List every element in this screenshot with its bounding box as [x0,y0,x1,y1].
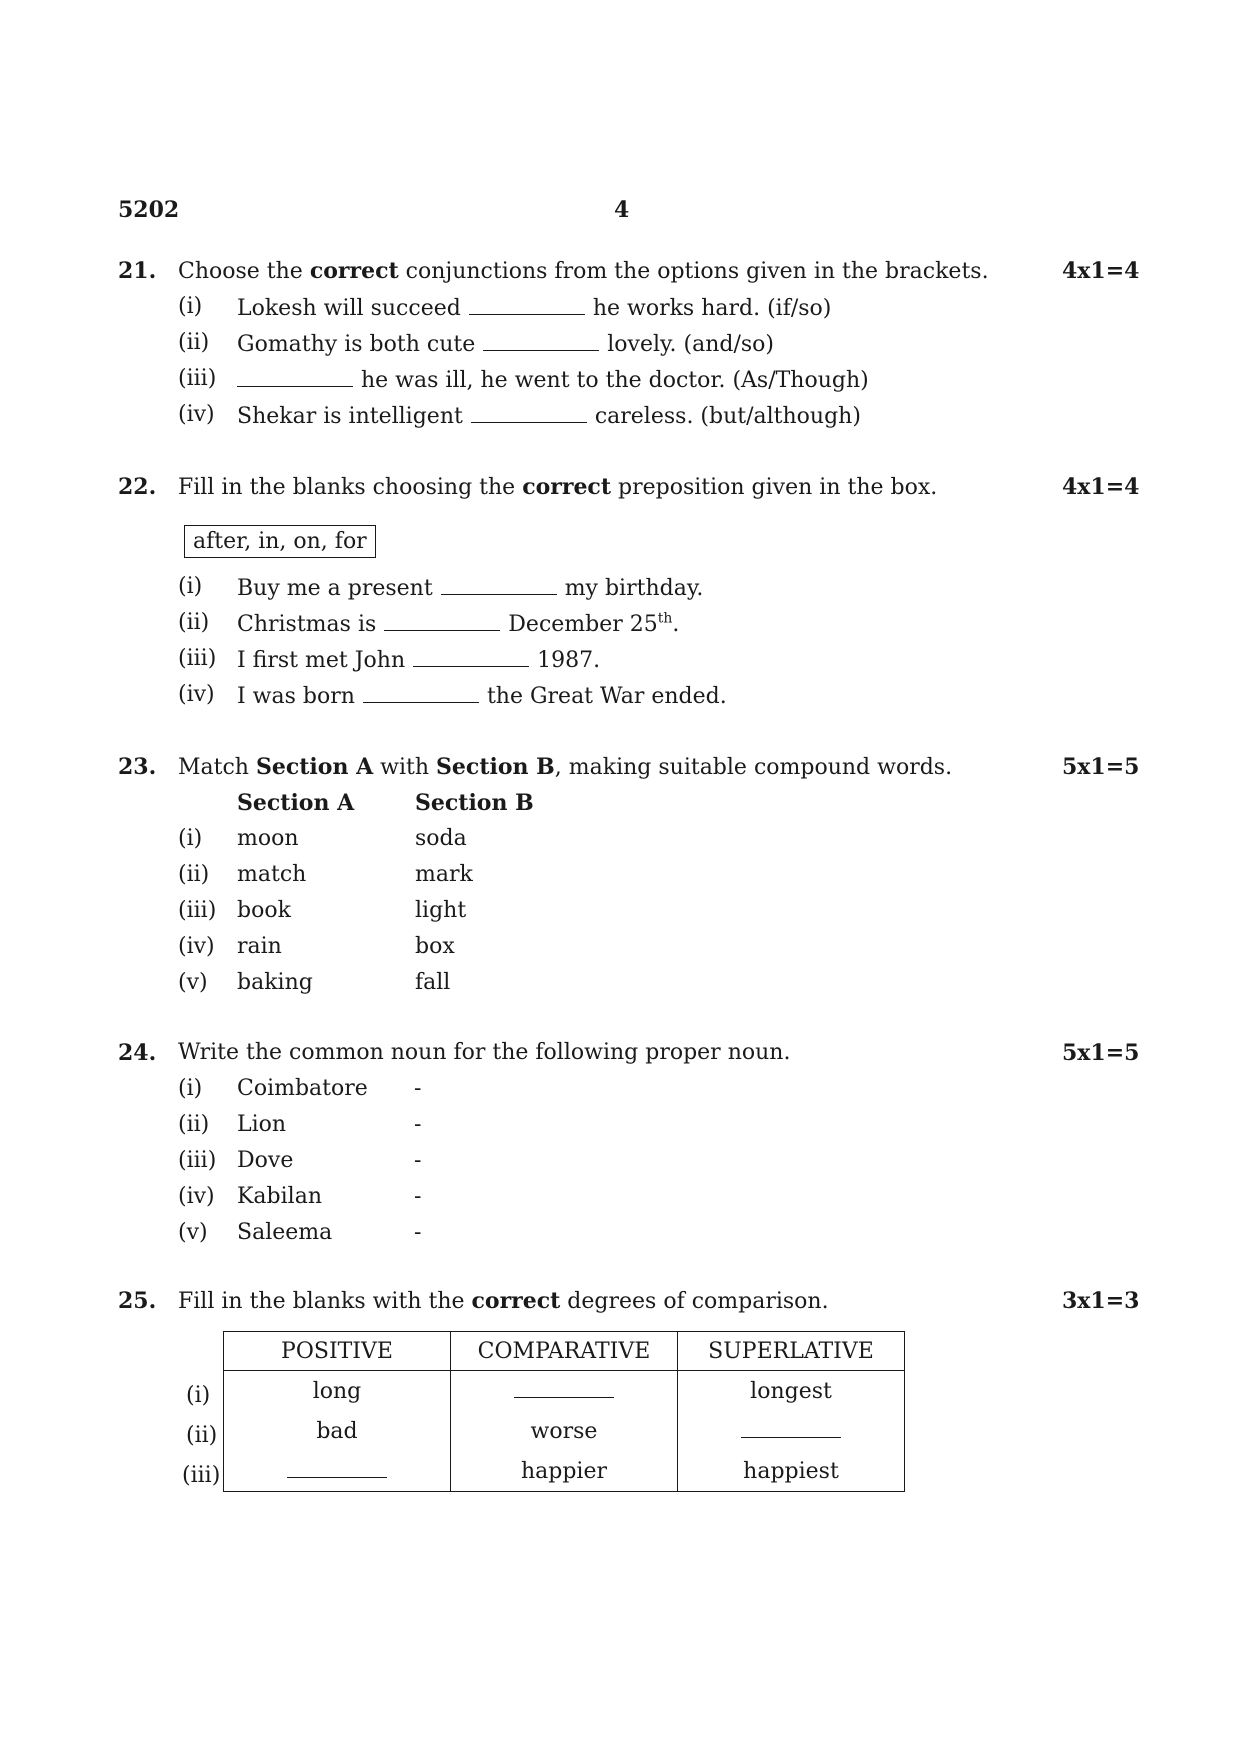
q24-row-roman: (ii) [178,1112,210,1137]
q21-item-roman: (iv) [178,402,215,427]
q22-item-4: I was born the Great War ended. [237,684,727,709]
table-cell: bad [224,1411,451,1451]
question-number-23: 23. [118,754,157,780]
paper-code: 5202 [118,197,180,223]
q22-item-roman: (ii) [178,610,210,635]
table-row [224,1411,905,1451]
q21-item-1: Lokesh will succeed he works hard. (if/so) [237,296,832,321]
q24-row-roman: (iv) [178,1184,215,1209]
question-24-marks: 5x1=5 [1062,1040,1140,1066]
question-number-22: 22. [118,474,157,500]
answer-dash: - [414,1076,422,1101]
proper-noun: Saleema [237,1220,333,1245]
q23-row-roman: (iv) [178,934,215,959]
question-21-text: Choose the correct conjunctions from the options given in the brackets. [178,258,989,284]
question-25-text: Fill in the blanks with the correct degrees of comparison. [178,1288,829,1314]
q25-row-roman: (ii) [186,1423,218,1448]
proper-noun: Kabilan [237,1184,322,1209]
table-row [224,1371,905,1412]
question-number-25: 25. [118,1288,157,1314]
q22-item-2: Christmas is December 25th. [237,610,680,637]
table-cell: happier [451,1451,678,1492]
answer-blank[interactable] [483,330,599,351]
q23-row-roman: (v) [178,970,208,995]
answer-blank[interactable] [237,366,353,387]
q24-row-roman: (i) [178,1076,203,1101]
section-b-heading: Section B [415,790,534,816]
table-cell-blank[interactable] [224,1451,451,1492]
question-22-text: Fill in the blanks choosing the correct preposition given in the box. [178,474,938,500]
question-22-marks: 4x1=4 [1062,474,1140,500]
section-a-word: rain [237,934,282,959]
q21-item-roman: (i) [178,294,203,319]
q23-row-roman: (iii) [178,898,217,923]
question-25-marks: 3x1=3 [1062,1288,1140,1314]
q21-item-4: Shekar is intelligent careless. (but/although) [237,404,861,429]
proper-noun: Dove [237,1148,294,1173]
section-a-word: book [237,898,291,923]
q21-item-roman: (ii) [178,330,210,355]
answer-blank[interactable] [413,646,529,667]
answer-blank[interactable] [471,402,587,423]
q21-item-2: Gomathy is both cute lovely. (and/so) [237,332,774,357]
answer-blank[interactable] [384,610,500,631]
table-cell: worse [451,1411,678,1451]
header-positive: POSITIVE [224,1332,451,1371]
table-cell: long [224,1371,451,1412]
table-row [224,1451,905,1492]
answer-blank[interactable] [363,682,479,703]
question-23-text: Match Section A with Section B, making suitable compound words. [178,754,953,780]
section-b-word: light [415,898,467,923]
question-number-24: 24. [118,1040,157,1066]
proper-noun: Lion [237,1112,287,1137]
q22-item-3: I first met John 1987. [237,648,601,673]
q21-item-roman: (iii) [178,366,217,391]
section-b-word: mark [415,862,473,887]
question-23-marks: 5x1=5 [1062,754,1140,780]
q25-row-roman: (i) [186,1383,211,1408]
page-number: 4 [614,197,630,223]
section-a-word: moon [237,826,299,851]
q22-item-roman: (i) [178,574,203,599]
section-b-word: box [415,934,455,959]
table-cell-blank[interactable] [678,1411,905,1451]
section-b-word: fall [415,970,451,995]
q22-item-1: Buy me a present my birthday. [237,576,704,601]
q23-row-roman: (i) [178,826,203,851]
q25-row-roman: (iii) [182,1463,221,1488]
q22-item-roman: (iv) [178,682,215,707]
proper-noun: Coimbatore [237,1076,368,1101]
table-cell-blank[interactable] [451,1371,678,1412]
answer-blank[interactable] [469,294,585,315]
section-b-word: soda [415,826,467,851]
q21-item-3: he was ill, he went to the doctor. (As/Though) [229,366,869,393]
answer-dash: - [414,1220,422,1245]
question-21-marks: 4x1=4 [1062,258,1140,284]
answer-dash: - [414,1184,422,1209]
section-a-word: baking [237,970,313,995]
q24-row-roman: (v) [178,1220,208,1245]
answer-blank[interactable] [441,574,557,595]
question-number-21: 21. [118,258,157,284]
q23-row-roman: (ii) [178,862,210,887]
comparison-table [223,1331,905,1492]
preposition-box: after, in, on, for [184,525,376,558]
q22-item-roman: (iii) [178,646,217,671]
header-superlative: SUPERLATIVE [678,1332,905,1371]
question-24-text: Write the common noun for the following proper noun. [178,1040,791,1065]
answer-dash: - [414,1112,422,1137]
section-a-word: match [237,862,307,887]
answer-dash: - [414,1148,422,1173]
q24-row-roman: (iii) [178,1148,217,1173]
header-comparative: COMPARATIVE [451,1332,678,1371]
section-a-heading: Section A [237,790,355,816]
table-cell: happiest [678,1451,905,1492]
table-cell: longest [678,1371,905,1412]
